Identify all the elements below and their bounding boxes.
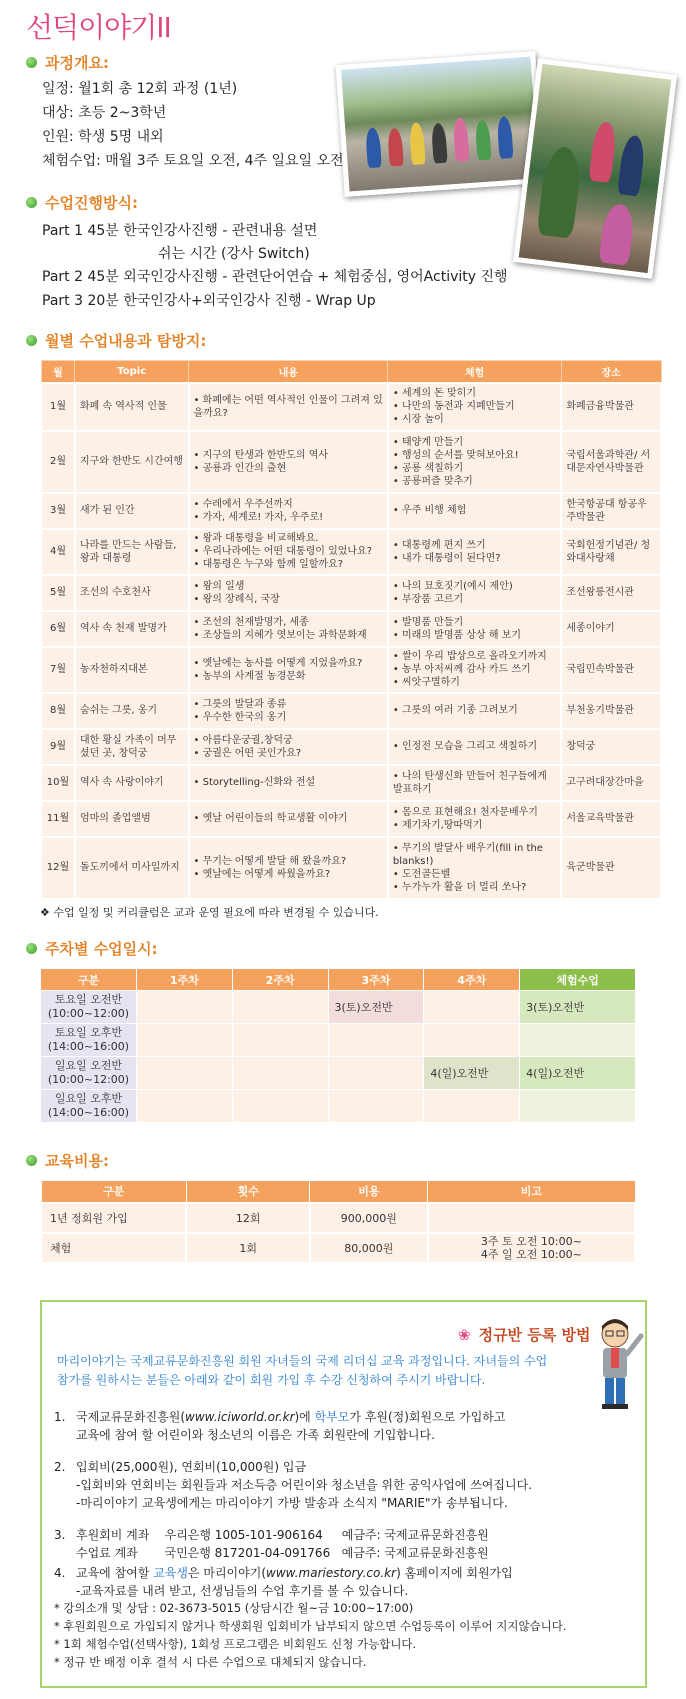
monthly-row: [41, 837, 661, 899]
topic-cell: 역사 속 사랑이야기: [75, 765, 189, 801]
schedule-cell: 4(일)오전반: [520, 1057, 636, 1090]
list-item: • 공룡과 인간의 출현: [194, 462, 383, 475]
method-line: 쉬는 시간 (강사 Switch): [158, 246, 310, 262]
month-cell: 5월: [41, 575, 75, 611]
content-list: [194, 580, 383, 606]
list-item: • 옛날에는 농사를 어떻게 지었을까요?: [194, 657, 383, 670]
list-item: • 대통령은 누구와 함께 일할까요?: [194, 558, 383, 571]
place-cell: 국립민속박물관: [561, 647, 661, 693]
step-text: 은 마리이야기(: [187, 1566, 267, 1580]
content-list: [194, 698, 383, 724]
list-item: • 우리나라에는 어떤 대통령이 있었나요?: [194, 545, 383, 558]
activity-list: [393, 580, 556, 606]
content-list: [194, 449, 383, 475]
list-item: • 나만의 동전과 지폐만들기: [393, 400, 556, 413]
activity-cell: [388, 383, 561, 431]
step-subtext: -마리이야기 교육생에게는 마리이야기 가방 발송과 소식지 "MARIE"가 송부됩니다.: [76, 1496, 508, 1510]
monthly-row: [41, 575, 661, 611]
registration-step-1: [54, 1408, 505, 1444]
fee-count-cell: 12회: [186, 1203, 310, 1233]
class-label-cell: [41, 1090, 137, 1123]
month-cell: 12월: [41, 837, 75, 899]
step-text: ) 홈페이지에 회원가입: [396, 1566, 513, 1580]
activity-list: [393, 436, 556, 488]
list-item: • 무기는 어떻게 발달 해 왔을까요?: [194, 855, 383, 868]
schedule-cell: [232, 1057, 328, 1090]
content-list: [194, 776, 383, 789]
list-item: • 누가누가 활을 더 멀리 쏘나?: [393, 881, 556, 894]
class-time: (10:00~12:00): [47, 1007, 130, 1020]
list-item: • 수레에서 우주선까지: [194, 498, 383, 511]
topic-cell: 화폐 속 역사적 인물: [75, 383, 189, 431]
content-list: [194, 532, 383, 571]
month-cell: 8월: [41, 693, 75, 729]
list-item: • Storytelling-신화와 전설: [194, 776, 383, 789]
list-item: • 나의 묘호짓기(예시 제안): [393, 580, 556, 593]
bullet-icon: [26, 197, 37, 208]
bullet-icon: [26, 1155, 37, 1166]
monthly-row: [41, 729, 661, 765]
month-cell: 2월: [41, 431, 75, 493]
schedule-cell: [520, 1024, 636, 1057]
fee-header: 구분: [41, 1181, 186, 1203]
method-line: Part 3 20분 한국인강사+외국인강사 진행 - Wrap Up: [42, 293, 376, 309]
class-time: (14:00~16:00): [47, 1040, 130, 1053]
footer-line: * 강의소개 및 상담 : 02-3673-5015 (상담시간 월~금 10:00~17:00): [54, 1601, 414, 1615]
activity-list: [393, 842, 556, 894]
fee-table: [40, 1180, 636, 1264]
content-cell: [189, 801, 388, 837]
activity-cell: [388, 575, 561, 611]
weekly-row: [41, 1024, 636, 1057]
photo-figure: [537, 145, 584, 239]
footer-line: * 정규 반 배정 이후 결석 시 다른 수업으로 대체되지 않습니다.: [54, 1655, 367, 1669]
registration-title-text: 정규반 등록 방법: [478, 1326, 591, 1344]
list-item: • 조선의 천재발명가, 세종: [194, 616, 383, 629]
place-cell: 국회헌정기념관/ 청와대사랑채: [561, 529, 661, 575]
weekly-header: 3주차: [328, 969, 424, 991]
month-cell: 3월: [41, 493, 75, 529]
overview-heading-text: 과정개요:: [45, 54, 109, 72]
schedule-cell: 3(토)오전반: [520, 991, 636, 1024]
list-item: • 세계의 돈 맞히기: [393, 387, 556, 400]
content-list: [194, 498, 383, 524]
class-time: (10:00~12:00): [47, 1073, 130, 1086]
activity-cell: [388, 493, 561, 529]
monthly-row: [41, 611, 661, 647]
iciworld-link[interactable]: www.iciworld.or.kr: [185, 1410, 295, 1424]
schedule-cell: [136, 991, 232, 1024]
place-cell: 조선왕릉전시관: [561, 575, 661, 611]
content-cell: [189, 765, 388, 801]
step-text: 후원회비 계좌 우리은행 1005-101-906164 예금주: 국제교류문화진흥원: [76, 1528, 489, 1542]
method-heading: [26, 192, 138, 213]
step-text: 국제교류문화진흥원(: [76, 1410, 186, 1424]
step-number: 1.: [54, 1410, 66, 1424]
step-highlight: 학부모: [314, 1410, 350, 1424]
list-item: • 왕의 일생: [194, 580, 383, 593]
step-number: 3.: [54, 1528, 66, 1542]
step-text: 입회비(25,000원), 연회비(10,000원) 입금: [76, 1460, 307, 1474]
topic-cell: 엄마의 졸업앨범: [75, 801, 189, 837]
page-title: 선덕이야기II: [26, 11, 171, 44]
bullet-icon: [26, 335, 37, 346]
schedule-cell: [424, 1024, 520, 1057]
group-photo-2: [513, 58, 677, 279]
registration-intro-line: 마리이야기는 국제교류문화진흥원 회원 자녀들의 국제 리더십 교육 과정입니다. 자녀들의 수업: [57, 1354, 548, 1368]
list-item: • 옛날 어린이들의 학교생활 이야기: [194, 812, 383, 825]
schedule-cell: 4(일)오전반: [424, 1057, 520, 1090]
activity-list: [393, 770, 556, 796]
registration-step-2: [54, 1458, 532, 1512]
registration-box: [40, 1300, 647, 1688]
place-cell: 부천옹기박물관: [561, 693, 661, 729]
activity-cell: [388, 693, 561, 729]
list-item: • 공룡퍼즐 맞추기: [393, 475, 556, 488]
monthly-row: [41, 383, 661, 431]
place-cell: 고구려대장간마을: [561, 765, 661, 801]
schedule-cell: 3(토)오전반: [328, 991, 424, 1024]
topic-cell: 돌도끼에서 미사일까지: [75, 837, 189, 899]
content-list: [194, 657, 383, 683]
list-item: • 우주 비행 체험: [393, 504, 556, 517]
group-photo-1: [336, 51, 545, 197]
list-item: • 옛날에는 어떻게 싸웠을까요?: [194, 868, 383, 881]
schedule-cell: [136, 1057, 232, 1090]
place-cell: 세종이야기: [561, 611, 661, 647]
fee-row: [41, 1233, 635, 1263]
month-cell: 1월: [41, 383, 75, 431]
activity-cell: [388, 801, 561, 837]
place-cell: 창덕궁: [561, 729, 661, 765]
content-list: [194, 394, 383, 420]
class-label-cell: [41, 1024, 137, 1057]
method-line: Part 2 45분 외국인강사진행 - 관련단어연습 + 체험중심, 영어Activity 진행: [42, 269, 508, 285]
list-item: • 미래의 발명품 상상 해 보기: [393, 629, 556, 642]
weekly-header: 1주차: [136, 969, 232, 991]
step-number: 4.: [54, 1566, 66, 1580]
list-item: • 그릇의 발달과 종류: [194, 698, 383, 711]
schedule-cell: [328, 1024, 424, 1057]
monthly-row: [41, 529, 661, 575]
fee-count-cell: 1회: [186, 1233, 310, 1263]
overview-line: 일정: 월1회 총 12회 과정 (1년): [42, 81, 238, 97]
activity-cell: [388, 729, 561, 765]
step-highlight: 교육생: [153, 1566, 188, 1580]
topic-cell: 새가 된 인간: [75, 493, 189, 529]
monthly-row: [41, 493, 661, 529]
content-cell: [189, 493, 388, 529]
activity-cell: [388, 765, 561, 801]
list-item: • 화폐에는 어떤 역사적인 인물이 그려져 있을까요?: [194, 394, 383, 420]
photo-figure: [617, 134, 646, 196]
month-cell: 11월: [41, 801, 75, 837]
fee-type-cell: 1년 정회원 가입: [41, 1203, 186, 1233]
list-item: • 시장 놀이: [393, 413, 556, 426]
weekly-row: [41, 1057, 636, 1090]
class-label: 일요일 오전반: [54, 1059, 123, 1072]
class-label: 토요일 오후반: [54, 1026, 123, 1039]
photo-figure: [365, 127, 382, 168]
class-label-cell: [41, 991, 137, 1024]
content-cell: [189, 693, 388, 729]
step-text: 가 후원(정)회원으로 가입하고: [349, 1410, 506, 1424]
activity-list: [393, 806, 556, 832]
weekly-header: 체험수업: [520, 969, 636, 991]
schedule-cell: [232, 1090, 328, 1123]
class-label-cell: [41, 1057, 137, 1090]
list-item: • 지구의 탄생과 한반도의 역사: [194, 449, 383, 462]
place-cell: 서울교육박물관: [561, 801, 661, 837]
list-item: • 발명품 만들기: [393, 616, 556, 629]
list-item: • 태양계 만들기: [393, 436, 556, 449]
topic-cell: 지구와 한반도 시간여행: [75, 431, 189, 493]
fee-note-cell: [428, 1233, 635, 1263]
content-list: [194, 855, 383, 881]
topic-cell: 조선의 수호천사: [75, 575, 189, 611]
fee-heading-text: 교육비용:: [45, 1152, 109, 1170]
fee-heading: [26, 1150, 109, 1171]
list-item: • 무기의 발달사 배우기(fill in the blanks!): [393, 842, 556, 868]
list-item: • 대통령께 편지 쓰기: [393, 539, 556, 552]
list-item: • 왕의 장례식, 국장: [194, 593, 383, 606]
schedule-cell: [232, 991, 328, 1024]
overview-line: 대상: 초등 2~3학년: [42, 105, 167, 121]
month-cell: 10월: [41, 765, 75, 801]
photo-figure: [497, 116, 514, 159]
class-label: 토요일 오전반: [54, 993, 123, 1006]
weekly-header-row: [41, 969, 636, 991]
topic-cell: 숨쉬는 그릇, 옹기: [75, 693, 189, 729]
registration-intro: [57, 1352, 577, 1390]
list-item: • 인정전 모습을 그리고 색칠하기: [393, 740, 556, 753]
monthly-row: [41, 765, 661, 801]
method-heading-text: 수업진행방식:: [45, 194, 138, 212]
monthly-header: Topic: [75, 361, 189, 383]
list-item: • 몸으로 표현해요! 천자문배우기: [393, 806, 556, 819]
footer-line: * 후원회원으로 가입되지 않거나 학생회원 입회비가 납부되지 않으면 수업등록이 이루어 지지않습니다.: [54, 1619, 567, 1633]
class-time: (14:00~16:00): [47, 1106, 130, 1119]
list-item: • 내가 대통령이 된다면?: [393, 552, 556, 565]
registration-intro-line: 참가를 원하시는 분들은 아래와 같이 회원 가입 후 수강 신청하여 주시기 바랍니다.: [57, 1373, 486, 1387]
photo-figure: [409, 122, 426, 165]
topic-cell: 나라를 만드는 사람들, 왕과 대통령: [75, 529, 189, 575]
month-cell: 7월: [41, 647, 75, 693]
list-item: • 왕과 대통령을 비교해봐요.: [194, 532, 383, 545]
list-item: • 궁궐은 어떤 곳인가요?: [194, 747, 383, 760]
place-cell: 한국항공대 항공우주박물관: [561, 493, 661, 529]
content-cell: [189, 611, 388, 647]
fee-note-cell: [428, 1203, 635, 1233]
class-label: 일요일 오후반: [54, 1092, 123, 1105]
activity-list: [393, 650, 556, 689]
content-list: [194, 812, 383, 825]
activity-cell: [388, 431, 561, 493]
bullet-icon: [26, 943, 37, 954]
overview-heading: [26, 52, 109, 73]
activity-list: [393, 387, 556, 426]
monthly-row: [41, 431, 661, 493]
monthly-row: [41, 801, 661, 837]
month-cell: 9월: [41, 729, 75, 765]
content-cell: [189, 529, 388, 575]
photo-figure: [475, 120, 492, 161]
list-item: • 제기차기,땅따먹기: [393, 819, 556, 832]
monthly-header: 내용: [189, 361, 388, 383]
tulip-icon: ❀: [458, 1325, 471, 1344]
topic-cell: 농자천하지대본: [75, 647, 189, 693]
activity-list: [393, 616, 556, 642]
footer-line: * 1회 체험수업(선택사항), 1회성 프로그램은 비회원도 신청 가능합니다.: [54, 1637, 417, 1651]
list-item: • 가자, 세계로! 가자, 우주로!: [194, 511, 383, 524]
monthly-header: 체험: [388, 361, 561, 383]
photo-figure: [453, 117, 470, 162]
overview-line: 인원: 학생 5명 내외: [42, 129, 164, 145]
fee-header: 횟수: [186, 1181, 310, 1203]
monthly-header: 장소: [561, 361, 661, 383]
topic-cell: 대한 황실 가족이 머무셨던 곳, 창덕궁: [75, 729, 189, 765]
monthly-table: [40, 360, 662, 900]
list-item: • 행성의 순서를 맞혀보아요!: [393, 449, 556, 462]
list-item: • 농부 아저씨께 감사 카드 쓰기: [393, 663, 556, 676]
activity-list: [393, 704, 556, 717]
weekly-heading-text: 주차별 수업일시:: [45, 940, 158, 958]
schedule-cell: [232, 1024, 328, 1057]
activity-list: [393, 539, 556, 565]
registration-step-3: [54, 1526, 489, 1562]
weekly-row: [41, 991, 636, 1024]
photo-figure: [589, 121, 618, 183]
list-item: • 나의 탄생신화 만들어 친구들에게 발표하기: [393, 770, 556, 796]
activity-cell: [388, 529, 561, 575]
method-line: Part 1 45분 한국인강사진행 - 관련내용 설면: [42, 223, 318, 239]
list-item: • 아름다운궁궐,창덕궁: [194, 734, 383, 747]
list-item: • 도전골든벨: [393, 868, 556, 881]
photo-figure: [387, 128, 404, 167]
mariestory-link[interactable]: www.mariestory.co.kr: [266, 1566, 397, 1580]
bullet-icon: [26, 57, 37, 68]
fee-note-line: 4주 일 오전 10:00~: [480, 1247, 582, 1261]
fee-note-line: 3주 토 오전 10:00~: [480, 1234, 582, 1248]
photo-figure: [431, 123, 448, 164]
schedule-cell: [328, 1090, 424, 1123]
activity-cell: [388, 611, 561, 647]
step-subtext: -교육자료를 내려 받고, 선생님들의 수업 후기를 볼 수 있습니다.: [76, 1584, 409, 1598]
topic-cell: 역사 속 천재 발명가: [75, 611, 189, 647]
step-text: )에: [294, 1410, 315, 1424]
monthly-heading: [26, 330, 206, 351]
weekly-header: 2주차: [232, 969, 328, 991]
registration-footer: [54, 1599, 567, 1671]
schedule-cell: [136, 1090, 232, 1123]
fee-header: 비용: [310, 1181, 428, 1203]
registration-step-4: [54, 1564, 513, 1600]
month-cell: 6월: [41, 611, 75, 647]
monthly-heading-text: 월별 수업내용과 탐방지:: [45, 332, 207, 350]
content-cell: [189, 837, 388, 899]
schedule-cell: [424, 991, 520, 1024]
content-list: [194, 734, 383, 760]
schedule-cell: [424, 1090, 520, 1123]
step-text: 교육에 참여할: [76, 1566, 154, 1580]
place-cell: 국립서울과학관/ 서대문자연사박물관: [561, 431, 661, 493]
list-item: • 부장품 고르기: [393, 593, 556, 606]
place-cell: 육군박물관: [561, 837, 661, 899]
fee-type-cell: 체험: [41, 1233, 186, 1263]
content-cell: [189, 575, 388, 611]
photo-figure: [599, 203, 636, 266]
teacher-illustration-icon: [587, 1314, 647, 1414]
monthly-header-row: [41, 361, 661, 383]
fee-row: [41, 1203, 635, 1233]
list-item: • 씨앗구별하기: [393, 676, 556, 689]
activity-cell: [388, 647, 561, 693]
content-cell: [189, 383, 388, 431]
list-item: • 조상들의 지혜가 엿보이는 과학문화재: [194, 629, 383, 642]
content-list: [194, 616, 383, 642]
schedule-cell: [136, 1024, 232, 1057]
activity-list: [393, 504, 556, 517]
weekly-heading: [26, 938, 158, 959]
schedule-cell: [520, 1090, 636, 1123]
curriculum-note: ❖ 수업 일정 및 커리큘럼은 교과 운영 필요에 따라 변경될 수 있습니다.: [40, 906, 379, 919]
fee-header-row: [41, 1181, 635, 1203]
list-item: • 농부의 사계절 농경문화: [194, 670, 383, 683]
monthly-row: [41, 647, 661, 693]
weekly-row: [41, 1090, 636, 1123]
overview-line: 체험수업: 매월 3주 토요일 오전, 4주 일요일 오전: [42, 153, 344, 169]
monthly-header: 월: [41, 361, 75, 383]
weekly-table: [40, 968, 636, 1123]
step-subtext: -입회비와 연회비는 회원들과 저소득층 어린이와 청소년을 위한 공익사업에 쓰여집니다.: [76, 1478, 532, 1492]
fee-cost-cell: 900,000원: [310, 1203, 428, 1233]
list-item: • 우수한 한국의 옹기: [194, 711, 383, 724]
content-cell: [189, 647, 388, 693]
activity-list: [393, 740, 556, 753]
schedule-cell: [328, 1057, 424, 1090]
step-subtext: 교육에 참여 할 어린이와 청소년의 이름은 가족 회원란에 기입합니다.: [76, 1428, 435, 1442]
registration-title: [458, 1324, 590, 1345]
list-item: • 그릇의 여러 기종 그려보기: [393, 704, 556, 717]
month-cell: 4월: [41, 529, 75, 575]
fee-header: 비고: [428, 1181, 635, 1203]
fee-cost-cell: 80,000원: [310, 1233, 428, 1263]
activity-cell: [388, 837, 561, 899]
step-number: 2.: [54, 1460, 66, 1474]
list-item: • 쌀이 우리 밥상으로 올라오기까지: [393, 650, 556, 663]
weekly-header: 구분: [41, 969, 137, 991]
step-subtext: 수업료 계좌 국민은행 817201-04-091766 예금주: 국제교류문화진흥원: [76, 1546, 489, 1560]
list-item: • 공룡 색칠하기: [393, 462, 556, 475]
weekly-header: 4주차: [424, 969, 520, 991]
content-cell: [189, 431, 388, 493]
content-cell: [189, 729, 388, 765]
place-cell: 화폐금융박물관: [561, 383, 661, 431]
monthly-row: [41, 693, 661, 729]
